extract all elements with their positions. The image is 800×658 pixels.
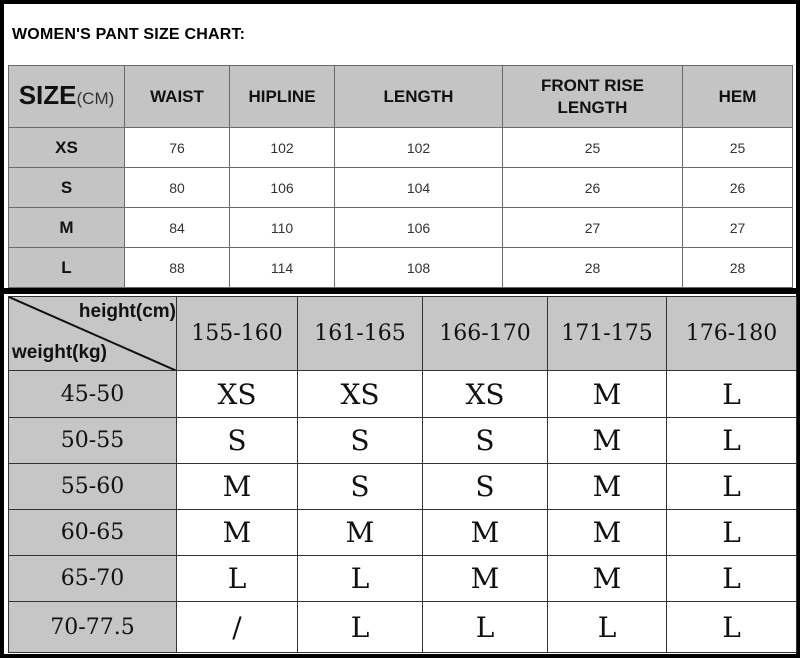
size-cell: M bbox=[548, 464, 667, 510]
column-header: WAIST bbox=[125, 66, 230, 128]
size-cell: S bbox=[298, 464, 423, 510]
table-row bbox=[9, 168, 793, 208]
size-cell: M bbox=[548, 556, 667, 602]
table-cell: 25 bbox=[503, 128, 683, 168]
table-cell: 76 bbox=[125, 128, 230, 168]
size-cell: S bbox=[298, 418, 423, 464]
table-cell: 25 bbox=[683, 128, 793, 168]
table-cell: 27 bbox=[503, 208, 683, 248]
size-cell: M bbox=[177, 510, 298, 556]
size-cell: L bbox=[548, 602, 667, 653]
table-cell: 106 bbox=[335, 208, 503, 248]
size-cell: L bbox=[667, 418, 797, 464]
table-cell: 28 bbox=[683, 248, 793, 288]
table-row bbox=[9, 418, 797, 464]
size-cell: XS bbox=[177, 371, 298, 418]
size-cell: M bbox=[548, 510, 667, 556]
weight-label: 55-60 bbox=[9, 464, 177, 510]
weight-label: 45-50 bbox=[9, 371, 177, 418]
table-row bbox=[9, 602, 797, 653]
size-cell: M bbox=[548, 371, 667, 418]
table-row bbox=[9, 464, 797, 510]
table-cell: 102 bbox=[335, 128, 503, 168]
size-label: M bbox=[9, 208, 125, 248]
table-cell: 110 bbox=[230, 208, 335, 248]
height-header: 161-165 bbox=[298, 297, 423, 371]
size-cell: XS bbox=[423, 371, 548, 418]
column-header: HEM bbox=[683, 66, 793, 128]
size-label: S bbox=[9, 168, 125, 208]
table-cell: 26 bbox=[503, 168, 683, 208]
size-unit-header: SIZE(CM) bbox=[9, 66, 125, 128]
table-cell: 27 bbox=[683, 208, 793, 248]
size-cell: M bbox=[177, 464, 298, 510]
weight-label: 70-77.5 bbox=[9, 602, 177, 653]
height-weight-corner bbox=[9, 297, 177, 371]
column-header: FRONT RISE LENGTH bbox=[503, 66, 683, 128]
fit-header-row bbox=[9, 297, 797, 371]
size-cell: L bbox=[667, 371, 797, 418]
size-cell: L bbox=[667, 602, 797, 653]
size-label: XS bbox=[9, 128, 125, 168]
column-header: HIPLINE bbox=[230, 66, 335, 128]
table-cell: 106 bbox=[230, 168, 335, 208]
table-cell: 84 bbox=[125, 208, 230, 248]
size-cell: L bbox=[298, 556, 423, 602]
size-cell: L bbox=[177, 556, 298, 602]
size-cell: M bbox=[423, 556, 548, 602]
size-cell: L bbox=[667, 556, 797, 602]
size-cell: S bbox=[177, 418, 298, 464]
table-row bbox=[9, 208, 793, 248]
size-label: L bbox=[9, 248, 125, 288]
table-divider bbox=[4, 288, 796, 294]
weight-label: 50-55 bbox=[9, 418, 177, 464]
size-cell: M bbox=[423, 510, 548, 556]
height-header: 171-175 bbox=[548, 297, 667, 371]
table-cell: 28 bbox=[503, 248, 683, 288]
fit-guide-table bbox=[8, 296, 797, 653]
height-header: 166-170 bbox=[423, 297, 548, 371]
weight-label: 65-70 bbox=[9, 556, 177, 602]
table-cell: 114 bbox=[230, 248, 335, 288]
weight-label: 60-65 bbox=[9, 510, 177, 556]
height-axis-label: height(cm) bbox=[78, 301, 176, 322]
size-cell: S bbox=[423, 464, 548, 510]
size-cell: / bbox=[177, 602, 298, 653]
size-cell: M bbox=[548, 418, 667, 464]
table-cell: 108 bbox=[335, 248, 503, 288]
table-cell: 80 bbox=[125, 168, 230, 208]
measurement-header-row bbox=[9, 66, 793, 128]
height-header: 155-160 bbox=[177, 297, 298, 371]
size-cell: L bbox=[667, 510, 797, 556]
table-row bbox=[9, 371, 797, 418]
table-row bbox=[9, 556, 797, 602]
column-header: LENGTH bbox=[335, 66, 503, 128]
size-cell: L bbox=[667, 464, 797, 510]
size-cell: M bbox=[298, 510, 423, 556]
table-cell: 26 bbox=[683, 168, 793, 208]
weight-axis-label: weight(kg) bbox=[12, 342, 107, 363]
table-row bbox=[9, 510, 797, 556]
table-cell: 104 bbox=[335, 168, 503, 208]
table-cell: 88 bbox=[125, 248, 230, 288]
table-row bbox=[9, 248, 793, 288]
table-cell: 102 bbox=[230, 128, 335, 168]
height-header: 176-180 bbox=[667, 297, 797, 371]
table-row bbox=[9, 128, 793, 168]
chart-title: WOMEN'S PANT SIZE CHART: bbox=[12, 26, 246, 43]
size-cell: XS bbox=[298, 371, 423, 418]
size-cell: L bbox=[423, 602, 548, 653]
size-cell: S bbox=[423, 418, 548, 464]
measurement-table bbox=[8, 65, 793, 288]
size-cell: L bbox=[298, 602, 423, 653]
